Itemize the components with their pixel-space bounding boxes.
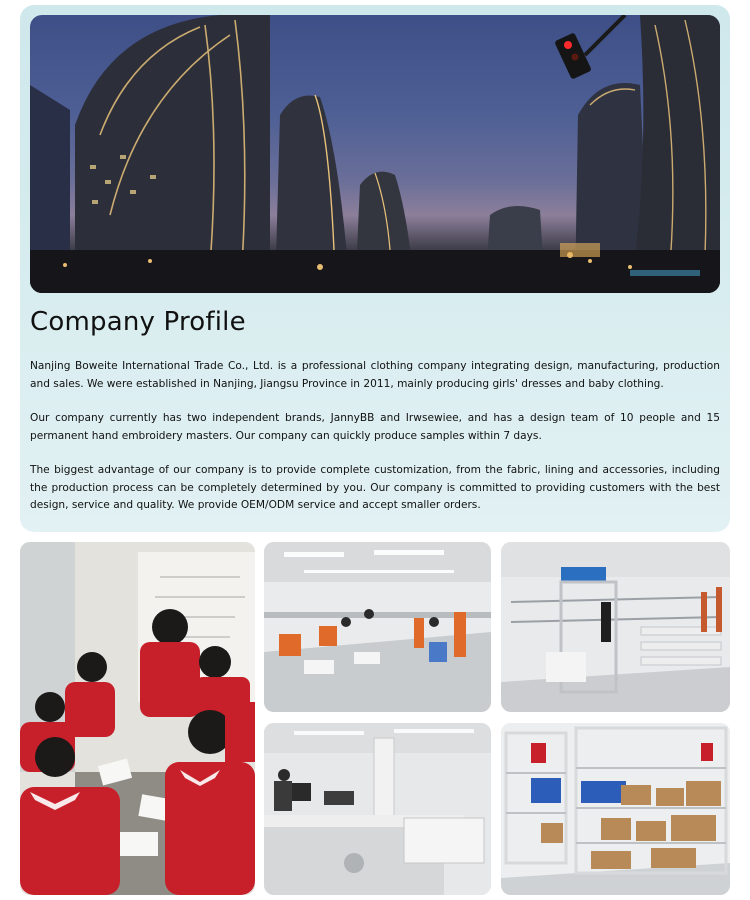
hero-city-night-photo [30,15,720,293]
hanging-line-photo [501,542,730,712]
profile-paragraph-brands: Our company currently has two independent brands, JannyBB and Irwsewiee, and has a design team of 10 people and 15 permanent hand embroidery masters. Our company can quickly produce samples within 7 days. [30,412,720,442]
profile-paragraph-intro: Nanjing Boweite International Trade Co., Ltd. is a professional clothing company integrating design, manufacturing, production and sales. We were established in Nanjing, Jiangsu Province in 2011, mainly producing girls' dresses and baby clothing. [30,360,720,390]
sewing-workshop-photo [264,542,491,712]
profile-paragraph-advantages: The biggest advantage of our company is to provide complete customization, from the fabric, lining and accessories, including the production process can be completely determined by you. Our company is committed to providing customers with the best design, service and quality. We provide OEM/ODM service and accept smaller orders. [30,464,720,511]
warehouse-shelves-photo [501,723,730,895]
page-title: Company Profile [30,307,246,337]
design-team-photo [20,542,255,895]
cutting-machine-photo [264,723,491,895]
